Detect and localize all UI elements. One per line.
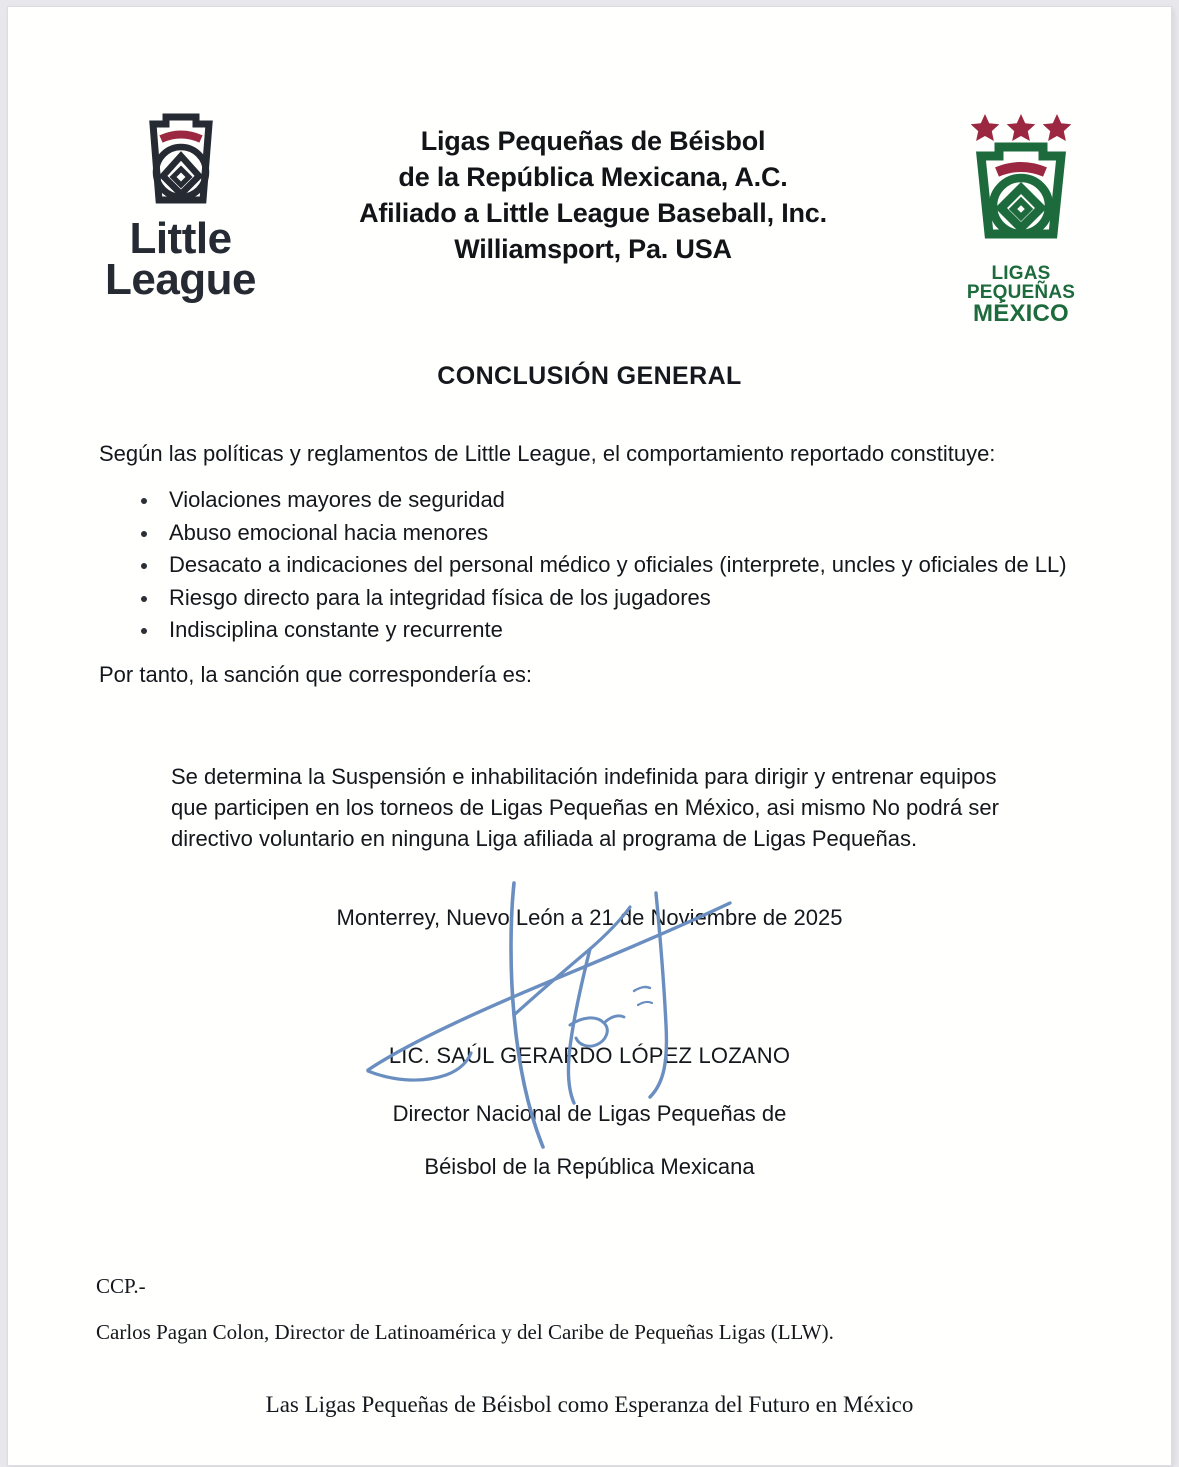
sanction-lead-paragraph: Por tanto, la sanción que correspondería es:	[99, 662, 532, 687]
ccp-label: CCP.-	[96, 1274, 146, 1298]
organization-title	[263, 124, 923, 268]
little-league-wordmark-line1: Little	[129, 214, 232, 263]
ccp-recipient: Carlos Pagan Colon, Director de Latinoamérica y del Caribe de Pequeñas Ligas (LLW).	[96, 1320, 834, 1344]
mexico-wordmark	[946, 264, 1096, 326]
little-league-wordmark-line2: League	[104, 254, 257, 304]
signatory-role-line-2: Béisbol de la República Mexicana	[424, 1154, 755, 1179]
document-sheet	[8, 7, 1171, 1465]
intro-paragraph: Según las políticas y reglamentos de Little League, el comportamiento reportado constituye:	[99, 441, 996, 466]
ligas-pequenas-mexico-logo	[946, 110, 1096, 326]
little-league-logo	[93, 112, 268, 304]
org-title-line-1: Ligas Pequeñas de Béisbol	[420, 126, 766, 156]
list-item: Riesgo directo para la integridad física de los jugadores	[133, 587, 1143, 609]
org-title-line-3: Afiliado a Little League Baseball, Inc.	[359, 197, 827, 228]
three-stars-icon	[971, 114, 1072, 141]
date-line: Monterrey, Nuevo León a 21 de Noviembre de 2025	[336, 905, 843, 930]
list-item: Desacato a indicaciones del personal médico y oficiales (interprete, uncles y oficiales de LL)	[133, 554, 1143, 576]
list-item: Indisciplina constante y recurrente	[133, 619, 1143, 641]
sanction-paragraph: Se determina la Suspensión e inhabilitación indefinida para dirigir y entrenar equipos que participen en los torneos de Ligas Pequeñas en México, asi mismo No podrá ser directivo voluntario en ninguna Liga afiliada al programa de Ligas Pequeñas.	[171, 764, 999, 852]
list-item: Violaciones mayores de seguridad	[133, 489, 1143, 511]
org-title-line-4: Williamsport, Pa. USA	[454, 233, 732, 264]
signature-block	[8, 905, 1171, 1180]
mexico-wordmark-line2: PEQUEÑAS	[966, 282, 1076, 303]
list-item: Abuso emocional hacia menores	[133, 522, 1143, 544]
document-header	[8, 102, 1171, 327]
little-league-wordmark	[93, 214, 268, 304]
ligas-pequenas-mexico-keystone-icon	[946, 110, 1096, 260]
document-page	[8, 7, 1171, 1465]
mexico-wordmark-line1: LIGAS	[991, 263, 1051, 284]
signatory-role-line-1: Director Nacional de Ligas Pequeñas de	[392, 1101, 787, 1126]
little-league-keystone-icon	[93, 112, 268, 212]
org-title-line-2: de la República Mexicana, A.C.	[398, 161, 788, 192]
findings-list	[133, 489, 1143, 652]
mexico-wordmark-line3: MÉXICO	[973, 300, 1069, 327]
signatory-name: LIC. SAÚL GERARDO LÓPEZ LOZANO	[388, 1043, 791, 1068]
footer-tagline: Las Ligas Pequeñas de Béisbol como Esperanza del Futuro en México	[265, 1392, 914, 1417]
page-title: CONCLUSIÓN GENERAL	[437, 362, 742, 390]
